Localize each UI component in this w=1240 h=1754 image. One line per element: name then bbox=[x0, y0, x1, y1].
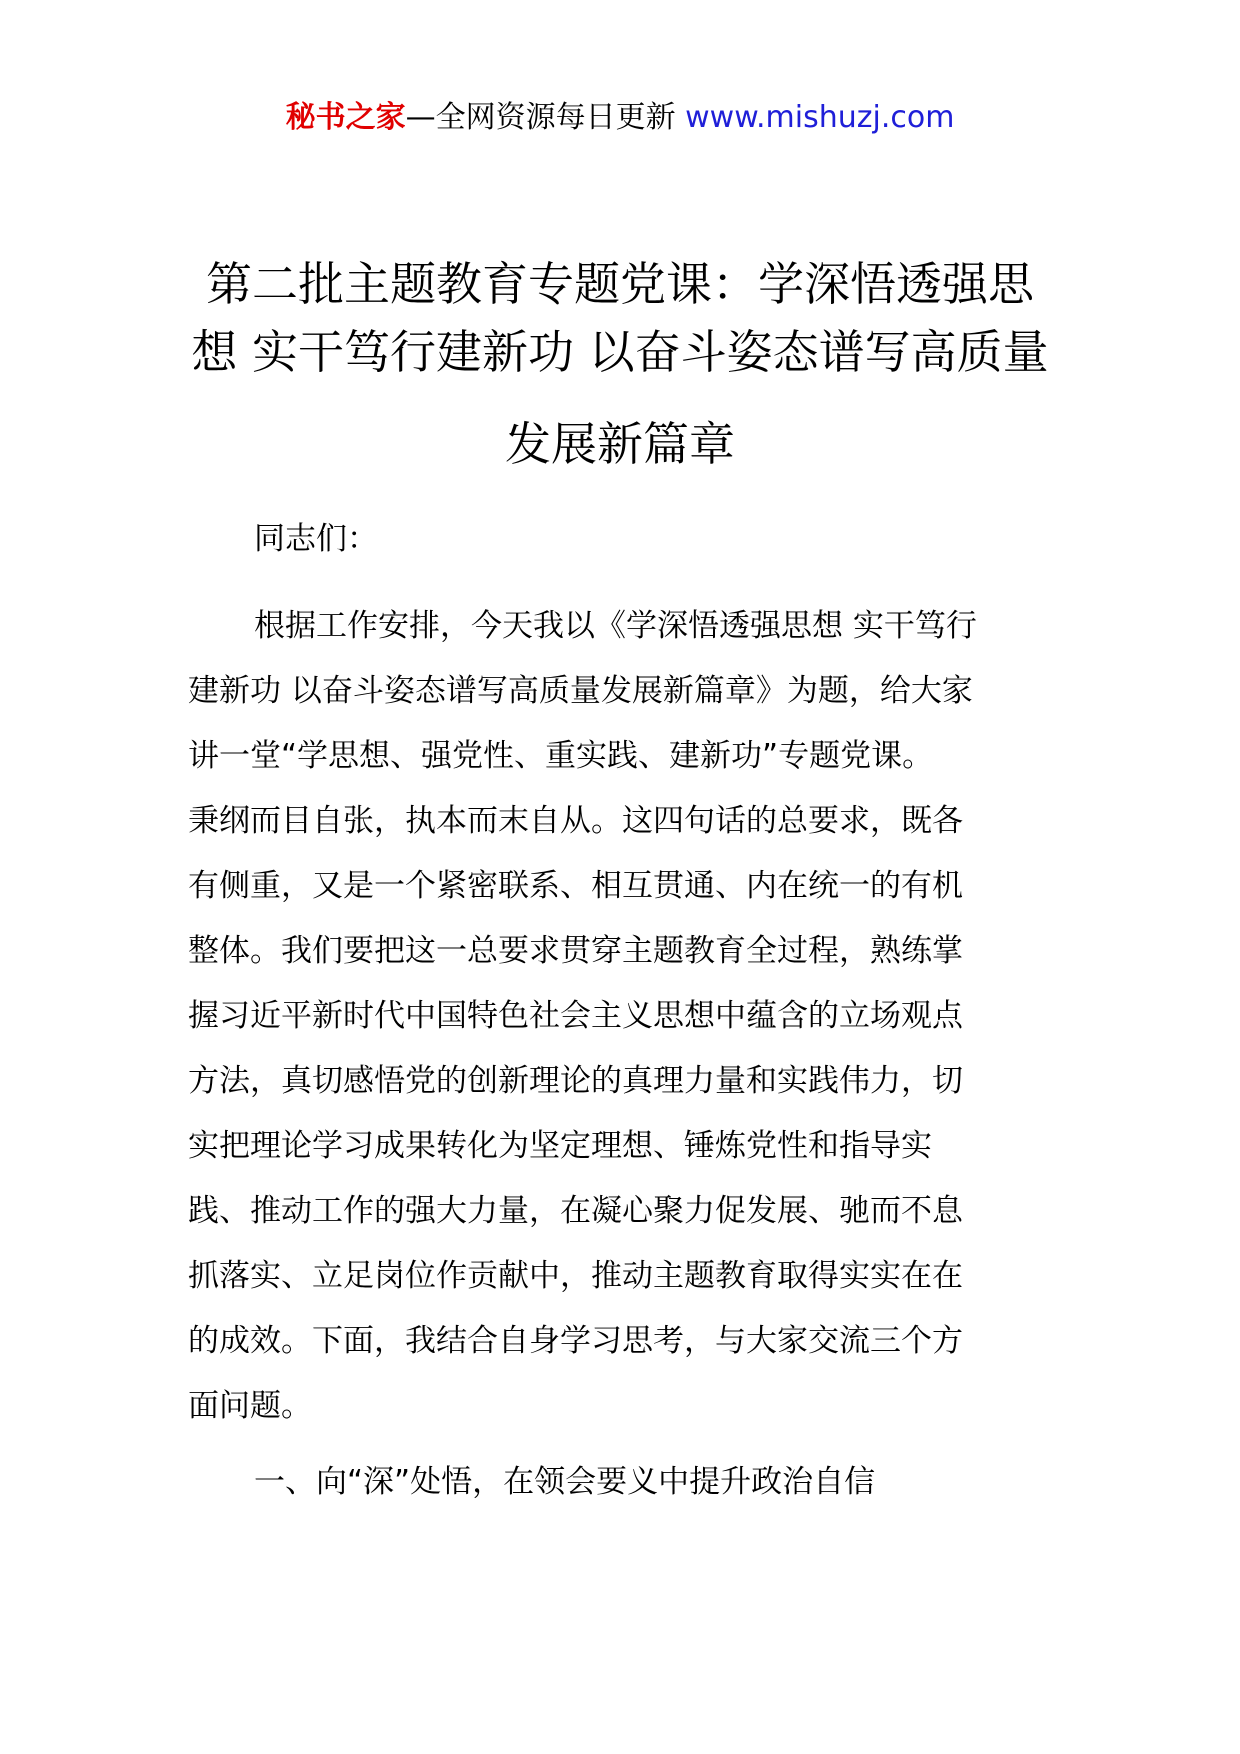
site-header bbox=[0, 98, 1240, 138]
paragraph-line: 面问题。 bbox=[188, 1388, 312, 1424]
site-url-link[interactable]: www.mishuzj.com bbox=[685, 100, 955, 135]
paragraph-line: 践、推动工作的强大力量，在凝心聚力促发展、驰而不息 bbox=[188, 1193, 963, 1229]
paragraph-line: 秉纲而目自张，执本而末自从。这四句话的总要求，既各 bbox=[188, 803, 963, 839]
body-paragraph bbox=[188, 594, 1056, 1439]
paragraph-line: 讲一堂“学思想、强党性、重实践、建新功”专题党课。 bbox=[188, 738, 934, 774]
paragraph-line: 建新功 以奋斗姿态谱写高质量发展新篇章》为题，给大家 bbox=[188, 673, 973, 709]
site-tagline: —全网资源每日更新 bbox=[405, 100, 676, 135]
paragraph-line: 整体。我们要把这一总要求贯穿主题教育全过程，熟练掌 bbox=[188, 933, 963, 969]
title-line: 第二批主题教育专题党课：学深悟透强思 bbox=[206, 257, 1034, 311]
paragraph-line: 抓落实、立足岗位作贡献中，推动主题教育取得实实在在 bbox=[188, 1258, 963, 1294]
paragraph-line: 实把理论学习成果转化为坚定理想、锤炼党性和指导实 bbox=[188, 1128, 932, 1164]
paragraph-line: 方法，真切感悟党的创新理论的真理力量和实践伟力，切 bbox=[188, 1063, 963, 1099]
title-line: 发展新篇章 bbox=[505, 417, 735, 471]
paragraph-line: 握习近平新时代中国特色社会主义思想中蕴含的立场观点 bbox=[188, 998, 963, 1034]
site-brand: 秘书之家 bbox=[285, 100, 406, 135]
paragraph-line: 根据工作安排，今天我以《学深悟透强思想 实干笃行 bbox=[254, 608, 977, 644]
paragraph-line: 的成效。下面，我结合自身学习思考，与大家交流三个方 bbox=[188, 1323, 963, 1359]
paragraph-line: 有侧重，又是一个紧密联系、相互贯通、内在统一的有机 bbox=[188, 868, 963, 904]
title-line: 想 实干笃行建新功 以奋斗姿态谱写高质量 bbox=[191, 325, 1049, 379]
section-heading: 一、向“深”处悟，在领会要义中提升政治自信 bbox=[254, 1464, 876, 1500]
document-title bbox=[180, 250, 1060, 478]
salutation: 同志们： bbox=[254, 521, 378, 557]
